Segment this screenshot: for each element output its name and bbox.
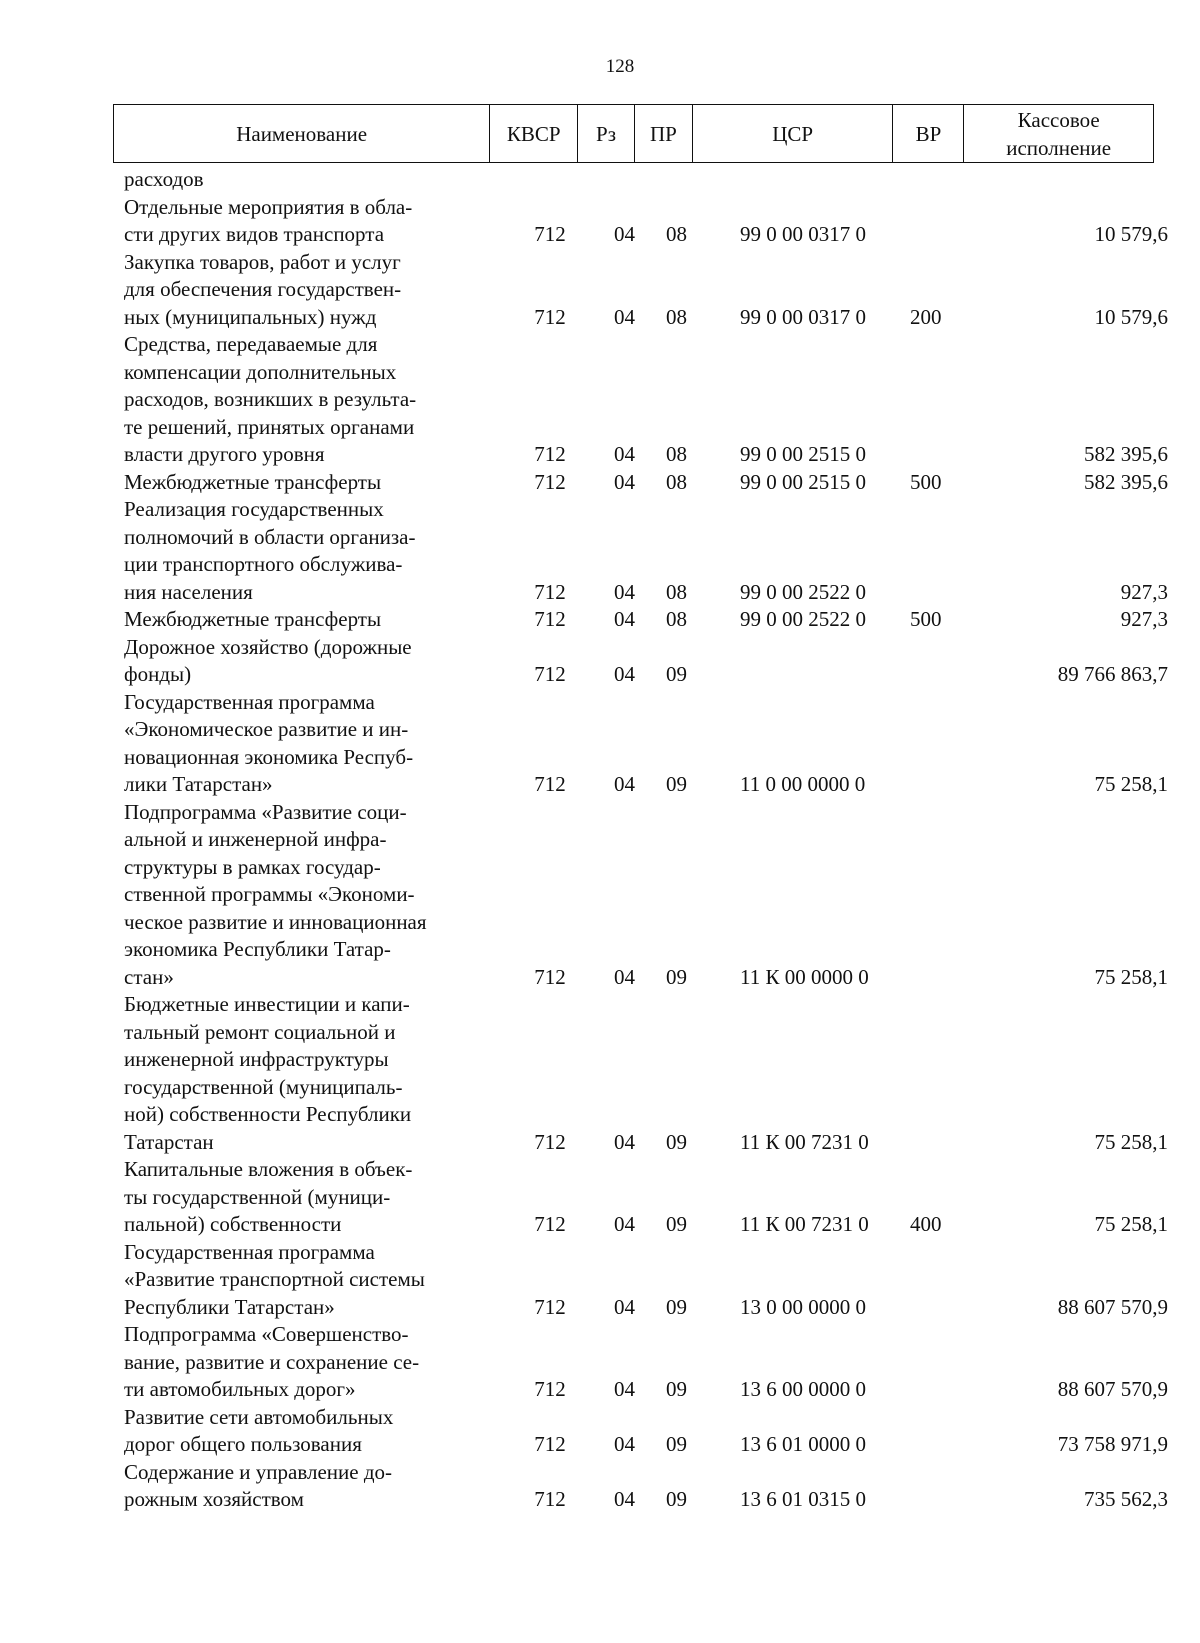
cell-kvsr: 712 bbox=[534, 964, 566, 989]
cell-rz: 04 bbox=[614, 772, 635, 796]
cell-pr: 09 bbox=[666, 1212, 687, 1236]
cell-csr: 11 К 00 7231 0 bbox=[740, 1212, 869, 1236]
table-body bbox=[124, 166, 1168, 1514]
table-row bbox=[124, 1156, 1168, 1239]
cell-name: Средства, передаваемые для компенсации дополнительных расходов, возникших в результа- те решений, принятых органами власти другого уровня bbox=[124, 332, 417, 466]
cell-kvsr: 712 bbox=[534, 469, 566, 494]
cell-kvsr: 712 bbox=[534, 1294, 566, 1319]
cell-name: расходов bbox=[124, 167, 204, 191]
cell-sum: 10 579,6 bbox=[1094, 304, 1168, 329]
cell-sum: 10 579,6 bbox=[1094, 222, 1168, 246]
cell-csr: 11 К 00 0000 0 bbox=[740, 964, 869, 989]
table-row bbox=[124, 1321, 1168, 1404]
cell-rz: 04 bbox=[614, 469, 635, 494]
header-name: Наименование bbox=[114, 105, 490, 162]
cell-kvsr: 712 bbox=[534, 304, 566, 329]
cell-vr: 500 bbox=[910, 469, 942, 494]
cell-csr: 13 6 01 0315 0 bbox=[740, 1487, 866, 1511]
cell-name: Государственная программа «Экономическое развитие и ин- новационная экономика Респуб- лики Татарстан» bbox=[124, 689, 414, 796]
table-row bbox=[124, 689, 1168, 799]
table-row bbox=[124, 194, 1168, 249]
header-sum: Кассовое исполнение bbox=[1006, 107, 1112, 160]
table-row bbox=[124, 166, 1168, 194]
cell-csr: 13 6 01 0000 0 bbox=[740, 1432, 866, 1456]
cell-rz: 04 bbox=[614, 1432, 635, 1456]
cell-csr: 11 К 00 7231 0 bbox=[740, 1129, 869, 1154]
table-header bbox=[113, 104, 1154, 163]
cell-sum: 75 258,1 bbox=[1094, 1212, 1168, 1236]
cell-vr: 200 bbox=[910, 304, 942, 329]
cell-csr: 99 0 00 0317 0 bbox=[740, 304, 866, 329]
cell-pr: 09 bbox=[666, 1294, 687, 1319]
page-number: 128 bbox=[605, 56, 635, 77]
cell-rz: 04 bbox=[614, 662, 635, 686]
cell-sum: 582 395,6 bbox=[1084, 469, 1168, 494]
cell-sum: 75 258,1 bbox=[1094, 1129, 1168, 1154]
cell-pr: 08 bbox=[666, 304, 687, 329]
cell-kvsr: 712 bbox=[534, 442, 566, 466]
cell-sum: 927,3 bbox=[1120, 607, 1168, 631]
header-pr: ПР bbox=[635, 105, 693, 162]
cell-name: Содержание и управление до- рожным хозяйством bbox=[124, 1459, 392, 1511]
cell-name: Подпрограмма «Совершенство- вание, развитие и сохранение се- ти автомобильных дорог» bbox=[124, 1322, 420, 1401]
cell-kvsr: 712 bbox=[534, 607, 566, 631]
cell-kvsr: 712 bbox=[534, 1432, 566, 1456]
cell-sum: 73 758 971,9 bbox=[1057, 1432, 1168, 1456]
cell-kvsr: 712 bbox=[534, 1377, 566, 1401]
cell-kvsr: 712 bbox=[534, 1212, 566, 1236]
cell-rz: 04 bbox=[614, 1212, 635, 1236]
cell-sum: 88 607 570,9 bbox=[1057, 1377, 1168, 1401]
cell-pr: 09 bbox=[666, 1432, 687, 1456]
cell-rz: 04 bbox=[614, 579, 635, 604]
cell-pr: 09 bbox=[666, 772, 687, 796]
cell-sum: 88 607 570,9 bbox=[1057, 1294, 1168, 1319]
cell-kvsr: 712 bbox=[534, 579, 566, 604]
header-vr: ВР bbox=[893, 105, 964, 162]
table-row bbox=[124, 1404, 1168, 1459]
cell-rz: 04 bbox=[614, 1129, 635, 1154]
cell-pr: 09 bbox=[666, 662, 687, 686]
cell-rz: 04 bbox=[614, 1294, 635, 1319]
cell-name: Государственная программа «Развитие транспортной системы Республики Татарстан» bbox=[124, 1239, 425, 1319]
cell-pr: 09 bbox=[666, 1487, 687, 1511]
table-row bbox=[124, 331, 1168, 469]
cell-sum: 735 562,3 bbox=[1084, 1487, 1168, 1511]
cell-name: Развитие сети автомобильных дорог общего пользования bbox=[124, 1404, 394, 1456]
cell-pr: 09 bbox=[666, 964, 687, 989]
header-kvsr: КВСР bbox=[490, 105, 578, 162]
table-row bbox=[124, 634, 1168, 689]
table-row bbox=[124, 469, 1168, 497]
cell-name: Межбюджетные трансферты bbox=[124, 607, 382, 631]
cell-name: Бюджетные инвестиции и капи- тальный ремонт социальной и инженерной инфраструктуры государственной (муниципаль- ной) собственности Республики Татарстан bbox=[124, 992, 412, 1154]
cell-csr: 11 0 00 0000 0 bbox=[740, 772, 866, 796]
cell-pr: 08 bbox=[666, 469, 687, 494]
cell-rz: 04 bbox=[614, 1377, 635, 1401]
cell-sum: 927,3 bbox=[1120, 579, 1168, 604]
cell-rz: 04 bbox=[614, 222, 635, 246]
cell-rz: 04 bbox=[614, 1487, 635, 1511]
cell-pr: 08 bbox=[666, 607, 687, 631]
cell-kvsr: 712 bbox=[534, 772, 566, 796]
cell-name: Отдельные мероприятия в обла- сти других видов транспорта bbox=[124, 194, 413, 246]
cell-kvsr: 712 bbox=[534, 222, 566, 246]
cell-csr: 99 0 00 2515 0 bbox=[740, 442, 866, 466]
cell-rz: 04 bbox=[614, 304, 635, 329]
table-row bbox=[124, 991, 1168, 1156]
cell-pr: 09 bbox=[666, 1377, 687, 1401]
cell-name: Реализация государственных полномочий в области организа- ции транспортного обслужива- ния населения bbox=[124, 497, 416, 604]
cell-pr: 08 bbox=[666, 442, 687, 466]
cell-kvsr: 712 bbox=[534, 662, 566, 686]
cell-csr: 13 6 00 0000 0 bbox=[740, 1377, 866, 1401]
table-row bbox=[124, 606, 1168, 634]
cell-pr: 08 bbox=[666, 222, 687, 246]
table-row bbox=[124, 1239, 1168, 1322]
cell-csr: 99 0 00 0317 0 bbox=[740, 222, 866, 246]
cell-sum: 75 258,1 bbox=[1094, 964, 1168, 989]
table-row bbox=[124, 1459, 1168, 1514]
cell-name: Подпрограмма «Развитие соци- альной и инженерной инфра- структуры в рамках государ- ственной программы «Экономи- ческое развитие и инновационная экономика Республики Татар- стан» bbox=[124, 799, 427, 989]
table-row bbox=[124, 799, 1168, 992]
cell-csr: 13 0 00 0000 0 bbox=[740, 1294, 866, 1319]
table-row bbox=[124, 496, 1168, 606]
table-row bbox=[124, 249, 1168, 332]
cell-rz: 04 bbox=[614, 607, 635, 631]
cell-pr: 08 bbox=[666, 579, 687, 604]
cell-name: Закупка товаров, работ и услуг для обеспечения государствен- ных (муниципальных) нужд bbox=[124, 249, 402, 329]
header-csr: ЦСР bbox=[693, 105, 894, 162]
cell-sum: 89 766 863,7 bbox=[1057, 662, 1168, 686]
cell-kvsr: 712 bbox=[534, 1129, 566, 1154]
cell-vr: 400 bbox=[910, 1212, 942, 1236]
cell-rz: 04 bbox=[614, 442, 635, 466]
cell-rz: 04 bbox=[614, 964, 635, 989]
cell-sum: 582 395,6 bbox=[1084, 442, 1168, 466]
cell-sum: 75 258,1 bbox=[1094, 772, 1168, 796]
cell-name: Межбюджетные трансферты bbox=[124, 469, 382, 494]
cell-kvsr: 712 bbox=[534, 1487, 566, 1511]
header-rz: Рз bbox=[578, 105, 635, 162]
cell-pr: 09 bbox=[666, 1129, 687, 1154]
cell-csr: 99 0 00 2515 0 bbox=[740, 469, 866, 494]
cell-vr: 500 bbox=[910, 607, 942, 631]
cell-csr: 99 0 00 2522 0 bbox=[740, 579, 866, 604]
cell-csr: 99 0 00 2522 0 bbox=[740, 607, 866, 631]
cell-name: Дорожное хозяйство (дорожные фонды) bbox=[124, 634, 412, 686]
cell-name: Капитальные вложения в объек- ты государственной (муници- пальной) собственности bbox=[124, 1157, 413, 1236]
